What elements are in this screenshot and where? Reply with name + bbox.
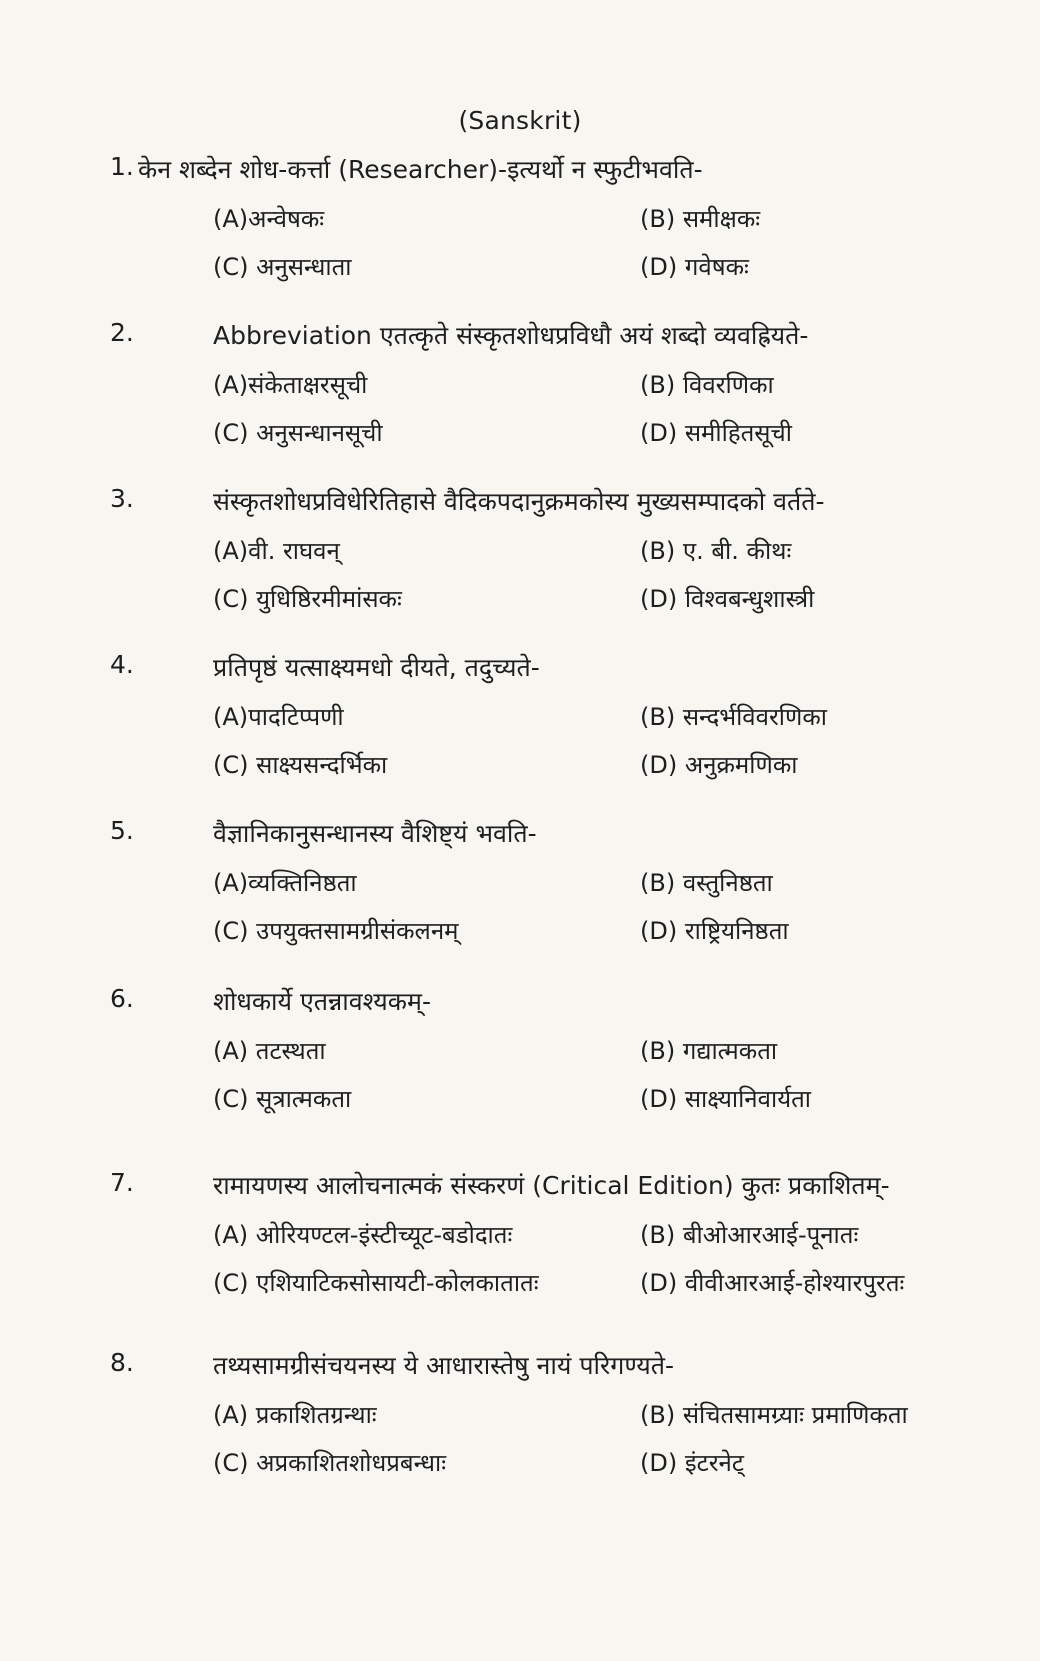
question-1 [0, 152, 1040, 292]
option-d: (D) राष्ट्रियनिष्ठता [640, 917, 789, 945]
question-text: वैज्ञानिकानुसन्धानस्य वैशिष्ट्यं भवति- [213, 819, 537, 848]
question-text: संस्कृतशोधप्रविधेरितिहासे वैदिकपदानुक्रमकोस्य मुख्यसम्पादको वर्तते- [213, 487, 825, 516]
option-b: (B) विवरणिका [640, 371, 774, 399]
question-5 [0, 816, 1040, 956]
question-7 [0, 1168, 1040, 1308]
option-c: (C) सूत्रात्मकता [213, 1085, 352, 1113]
option-a: (A)वी. राघवन् [213, 537, 340, 565]
question-4 [0, 650, 1040, 790]
question-number: 2. [110, 318, 134, 347]
option-b: (B) बीओआरआई-पूनातः [640, 1221, 859, 1249]
question-number: 4. [110, 650, 134, 679]
option-d: (D) गवेषकः [640, 253, 749, 281]
option-c: (C) एशियाटिकसोसायटी-कोलकातातः [213, 1269, 539, 1297]
question-text: शोधकार्ये एतन्नावश्यकम्- [213, 987, 431, 1016]
option-d: (D) अनुक्रमणिका [640, 751, 798, 779]
option-a: (A) ओरियण्टल-इंस्टीच्यूट-बडोदातः [213, 1221, 513, 1249]
question-text: रामायणस्य आलोचनात्मकं संस्करणं (Critical Edition) कुतः प्रकाशितम्- [213, 1171, 890, 1200]
option-b: (B) समीक्षकः [640, 205, 761, 233]
option-a: (A)संकेताक्षरसूची [213, 371, 368, 399]
option-c: (C) अनुसन्धानसूची [213, 419, 383, 447]
option-a: (A)पादटिप्पणी [213, 703, 344, 731]
question-text: Abbreviation एतत्कृते संस्कृतशोधप्रविधौ अयं शब्दो व्यवह्रियते- [213, 321, 809, 350]
question-3 [0, 484, 1040, 624]
question-text: तथ्यसामग्रीसंचयनस्य ये आधारास्तेषु नायं परिगण्यते- [213, 1351, 674, 1380]
page-title: (Sanskrit) [458, 106, 582, 135]
option-d: (D) विश्वबन्धुशास्त्री [640, 585, 815, 613]
option-c: (C) साक्ष्यसन्दर्भिका [213, 751, 388, 779]
question-number: 8. [110, 1348, 134, 1377]
option-b: (B) ए. बी. कीथः [640, 537, 792, 565]
option-a: (A) प्रकाशितग्रन्थाः [213, 1401, 377, 1429]
question-2 [0, 318, 1040, 458]
option-b: (B) सन्दर्भविवरणिका [640, 703, 828, 731]
option-c: (C) अप्रकाशितशोधप्रबन्धाः [213, 1449, 447, 1477]
question-number: 1. [110, 152, 134, 181]
question-number: 7. [110, 1168, 134, 1197]
option-b: (B) संचितसामग्र्याः प्रमाणिकता [640, 1401, 908, 1429]
option-c: (C) अनुसन्धाता [213, 253, 352, 281]
option-b: (B) वस्तुनिष्ठता [640, 869, 773, 897]
option-c: (C) उपयुक्तसामग्रीसंकलनम् [213, 917, 459, 945]
option-a: (A) तटस्थता [213, 1037, 326, 1065]
option-c: (C) युधिष्ठिरमीमांसकः [213, 585, 402, 613]
question-6 [0, 984, 1040, 1124]
option-a: (A)व्यक्तिनिष्ठता [213, 869, 357, 897]
question-text: प्रतिपृष्ठं यत्साक्ष्यमधो दीयते, तदुच्यते- [213, 653, 540, 682]
question-8 [0, 1348, 1040, 1488]
question-number: 5. [110, 816, 134, 845]
question-text: केन शब्देन शोध-कर्त्ता (Researcher)-इत्यर्थो न स्फुटीभवति- [138, 155, 703, 184]
question-number: 3. [110, 484, 134, 513]
option-d: (D) वीवीआरआई-होश्यारपुरतः [640, 1269, 905, 1297]
option-d: (D) इंटरनेट् [640, 1449, 744, 1477]
question-number: 6. [110, 984, 134, 1013]
option-a: (A)अन्वेषकः [213, 205, 325, 233]
option-d: (D) समीहितसूची [640, 419, 792, 447]
option-b: (B) गद्यात्मकता [640, 1037, 778, 1065]
option-d: (D) साक्ष्यानिवार्यता [640, 1085, 812, 1113]
